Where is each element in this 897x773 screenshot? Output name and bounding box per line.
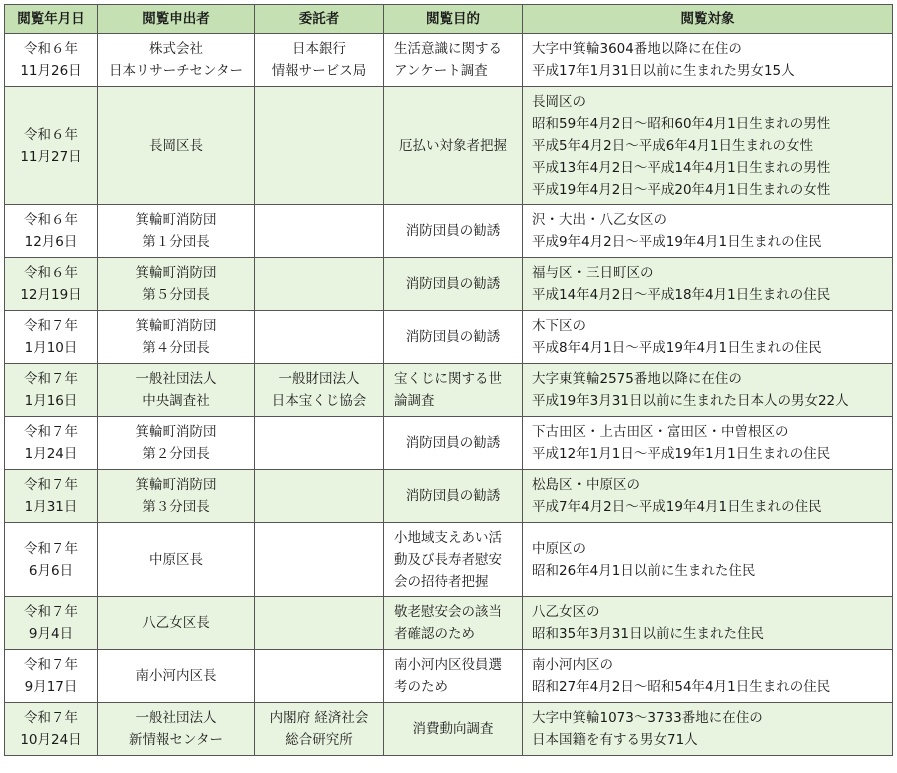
document-page	[4, 4, 893, 756]
cell-purpose	[384, 87, 523, 205]
cell-purpose-line: 会の招待者把握	[394, 573, 489, 590]
cell-requester-line: 第１分団長	[142, 234, 210, 250]
table-row	[5, 34, 893, 87]
cell-purpose-line: 消防団員の勧誘	[405, 223, 501, 239]
cell-requester	[98, 87, 255, 205]
cell-requester-line: 第５分団長	[142, 287, 210, 303]
cell-date-line: 令和７年	[24, 710, 78, 726]
cell-target	[523, 87, 893, 205]
cell-purpose	[384, 417, 523, 470]
cell-target	[523, 34, 893, 87]
cell-target-line: 大字中箕輪3604番地以降に在住の	[532, 41, 742, 57]
cell-target	[523, 703, 893, 756]
cell-client	[255, 205, 384, 258]
cell-target-line: 平成9年4月2日～平成19年4月1日生まれの住民	[532, 234, 822, 250]
cell-purpose	[384, 523, 523, 597]
cell-target-line: 平成5年4月2日～平成6年4月1日生まれの女性	[532, 137, 814, 154]
cell-requester-line: 第３分団長	[142, 499, 210, 515]
cell-requester	[98, 470, 255, 523]
cell-target-line: 平成7年4月2日～平成19年4月1日生まれの住民	[532, 499, 822, 515]
cell-date-line: 令和７年	[24, 371, 78, 387]
cell-requester	[98, 311, 255, 364]
cell-date	[5, 364, 98, 417]
cell-purpose-line: 者確認のため	[394, 626, 475, 642]
cell-date-line: 令和７年	[24, 657, 78, 673]
table-row	[5, 205, 893, 258]
cell-requester-line: 八乙女区長	[142, 615, 210, 631]
cell-target	[523, 311, 893, 364]
cell-client	[255, 470, 384, 523]
cell-target	[523, 258, 893, 311]
cell-target	[523, 205, 893, 258]
inspection-record-table	[4, 4, 893, 756]
cell-purpose-line: 宝くじに関する世	[394, 371, 502, 387]
cell-requester-line: 中央調査社	[142, 393, 210, 409]
cell-target-line: 平成8年4月1日～平成19年4月1日生まれの住民	[532, 340, 822, 356]
cell-client	[255, 364, 384, 417]
table-row	[5, 364, 893, 417]
cell-date-line: 1月31日	[24, 499, 78, 515]
cell-purpose-line: 消防団員の勧誘	[405, 329, 501, 345]
table-row	[5, 417, 893, 470]
cell-target-line: 八乙女区の	[532, 604, 600, 620]
cell-target-line: 昭和35年3月31日以前に生まれた住民	[532, 626, 764, 642]
cell-client-line: 日本宝くじ協会	[271, 393, 367, 409]
cell-purpose-line: 消防団員の勧誘	[405, 435, 501, 451]
cell-requester-line: 南小河内区長	[135, 668, 217, 684]
cell-date-line: 令和７年	[24, 604, 78, 620]
cell-date-line: 12月6日	[24, 234, 78, 250]
cell-requester-line: 一般社団法人	[135, 371, 217, 387]
cell-client	[255, 650, 384, 703]
cell-requester	[98, 364, 255, 417]
cell-date-line: 9月17日	[24, 679, 78, 695]
table-row	[5, 523, 893, 597]
table-row	[5, 597, 893, 650]
cell-date	[5, 597, 98, 650]
cell-purpose-line: 敬老慰安会の該当	[394, 604, 502, 620]
cell-purpose-line: アンケート調査	[394, 63, 488, 79]
cell-purpose	[384, 597, 523, 650]
cell-purpose-line: 論調査	[394, 393, 435, 409]
cell-purpose	[384, 703, 523, 756]
cell-date-line: 6月6日	[28, 562, 74, 579]
cell-requester	[98, 650, 255, 703]
cell-date	[5, 703, 98, 756]
cell-target	[523, 597, 893, 650]
cell-date-line: 9月4日	[28, 626, 74, 642]
cell-purpose	[384, 34, 523, 87]
cell-date-line: 令和６年	[24, 212, 78, 228]
cell-purpose-line: 考のため	[394, 679, 448, 695]
cell-purpose-line: 厄払い対象者把握	[399, 137, 507, 154]
header-date: 閲覧年月日	[5, 5, 98, 34]
table-row	[5, 87, 893, 205]
cell-date	[5, 205, 98, 258]
cell-purpose-line: 小地域支えあい活	[394, 529, 502, 546]
cell-requester-line: 一般社団法人	[135, 710, 217, 726]
cell-target	[523, 364, 893, 417]
header-requester: 閲覧申出者	[98, 5, 255, 34]
cell-client	[255, 87, 384, 205]
cell-requester	[98, 703, 255, 756]
cell-client	[255, 417, 384, 470]
cell-date	[5, 650, 98, 703]
cell-requester-line: 株式会社	[149, 41, 203, 57]
cell-requester	[98, 258, 255, 311]
cell-requester	[98, 34, 255, 87]
cell-date	[5, 523, 98, 597]
cell-requester-line: 第２分団長	[142, 446, 210, 462]
cell-requester	[98, 417, 255, 470]
cell-date-line: 12月19日	[20, 287, 82, 303]
cell-target-line: 昭和26年4月1日以前に生まれた住民	[532, 562, 756, 579]
cell-client-line: 総合研究所	[285, 732, 353, 748]
cell-target-line: 平成14年4月2日～平成18年4月1日生まれの住民	[532, 287, 831, 303]
cell-client	[255, 34, 384, 87]
cell-target-line: 平成17年1月31日以前に生まれた男女15人	[532, 63, 795, 79]
cell-target-line: 日本国籍を有する男女71人	[532, 732, 698, 748]
cell-date-line: 令和７年	[24, 318, 78, 334]
header-target: 閲覧対象	[523, 5, 893, 34]
cell-client	[255, 597, 384, 650]
cell-target-line: 福与区・三日町区の	[532, 265, 654, 281]
cell-date-line: 1月10日	[24, 340, 78, 356]
cell-client-line: 一般財団法人	[278, 371, 360, 387]
cell-target-line: 中原区の	[532, 540, 586, 557]
table-row	[5, 650, 893, 703]
cell-requester-line: 新情報センター	[129, 732, 223, 748]
cell-purpose	[384, 311, 523, 364]
cell-client-line: 内閣府 経済社会	[269, 710, 369, 726]
cell-target-line: 木下区の	[532, 318, 586, 334]
cell-date	[5, 311, 98, 364]
cell-target-line: 大字中箕輪1073～3733番地に在住の	[532, 710, 763, 726]
cell-target-line: 平成19年3月31日以前に生まれた日本人の男女22人	[532, 393, 849, 409]
cell-date-line: 令和７年	[24, 540, 78, 557]
cell-target-line: 昭和59年4月2日～昭和60年4月1日生まれの男性	[532, 115, 831, 132]
cell-requester-line: 箕輪町消防団	[135, 265, 217, 281]
header-purpose: 閲覧目的	[384, 5, 523, 34]
cell-date-line: 1月24日	[24, 446, 78, 462]
cell-date	[5, 258, 98, 311]
cell-purpose	[384, 650, 523, 703]
cell-date	[5, 470, 98, 523]
cell-purpose-line: 消防団員の勧誘	[405, 488, 501, 504]
cell-target-line: 長岡区の	[532, 93, 586, 110]
cell-requester-line: 箕輪町消防団	[135, 424, 217, 440]
cell-requester-line: 長岡区長	[149, 137, 203, 154]
cell-requester-line: 日本リサーチセンター	[109, 63, 243, 79]
cell-date-line: 令和７年	[24, 477, 78, 493]
table-row	[5, 703, 893, 756]
table-header-row	[5, 5, 893, 34]
cell-date-line: 11月27日	[20, 148, 82, 165]
cell-date	[5, 87, 98, 205]
cell-target-line: 平成12年1月1日～平成19年1月1日生まれの住民	[532, 446, 831, 462]
cell-target-line: 昭和27年4月2日～昭和54年4月1日生まれの住民	[532, 679, 831, 695]
cell-date	[5, 417, 98, 470]
cell-purpose-line: 生活意識に関する	[394, 41, 502, 57]
cell-target-line: 大字東箕輪2575番地以降に在住の	[532, 371, 742, 387]
cell-date-line: 令和７年	[24, 424, 78, 440]
cell-target	[523, 470, 893, 523]
cell-date-line: 令和６年	[24, 265, 78, 281]
cell-target-line: 松島区・中原区の	[532, 477, 640, 493]
cell-purpose-line: 消費動向調査	[412, 721, 494, 737]
cell-client	[255, 703, 384, 756]
cell-purpose-line: 消防団員の勧誘	[405, 276, 501, 292]
cell-target-line: 南小河内区の	[532, 657, 613, 673]
table-body	[5, 34, 893, 756]
cell-client	[255, 311, 384, 364]
cell-client-line: 日本銀行	[292, 41, 346, 57]
cell-target-line: 下古田区・上古田区・富田区・中曽根区の	[532, 424, 789, 440]
cell-purpose	[384, 205, 523, 258]
cell-requester-line: 箕輪町消防団	[135, 212, 217, 228]
cell-requester-line: 箕輪町消防団	[135, 477, 217, 493]
cell-target-line: 沢・大出・八乙女区の	[532, 212, 667, 228]
cell-date-line: 10月24日	[20, 732, 82, 748]
cell-target-line: 平成19年4月2日～平成20年4月1日生まれの女性	[532, 181, 831, 198]
cell-date-line: 令和６年	[24, 126, 78, 143]
cell-purpose	[384, 258, 523, 311]
cell-purpose	[384, 364, 523, 417]
table-row	[5, 311, 893, 364]
cell-requester-line: 中原区長	[149, 551, 203, 568]
cell-date-line: 11月26日	[20, 63, 82, 79]
header-client: 委託者	[255, 5, 384, 34]
cell-target-line: 平成13年4月2日～平成14年4月1日生まれの男性	[532, 159, 831, 176]
cell-requester-line: 箕輪町消防団	[135, 318, 217, 334]
cell-client-line: 情報サービス局	[271, 63, 367, 79]
cell-requester	[98, 523, 255, 597]
cell-purpose	[384, 470, 523, 523]
cell-client	[255, 523, 384, 597]
cell-target	[523, 417, 893, 470]
cell-purpose-line: 南小河内区役員選	[394, 657, 502, 673]
cell-requester	[98, 597, 255, 650]
cell-target	[523, 523, 893, 597]
table-row	[5, 470, 893, 523]
cell-purpose-line: 動及び長寿者慰安	[394, 551, 502, 568]
table-row	[5, 258, 893, 311]
cell-client	[255, 258, 384, 311]
cell-target	[523, 650, 893, 703]
cell-date-line: 令和６年	[24, 41, 78, 57]
cell-requester	[98, 205, 255, 258]
cell-date-line: 1月16日	[24, 393, 78, 409]
cell-date	[5, 34, 98, 87]
cell-requester-line: 第４分団長	[142, 340, 210, 356]
